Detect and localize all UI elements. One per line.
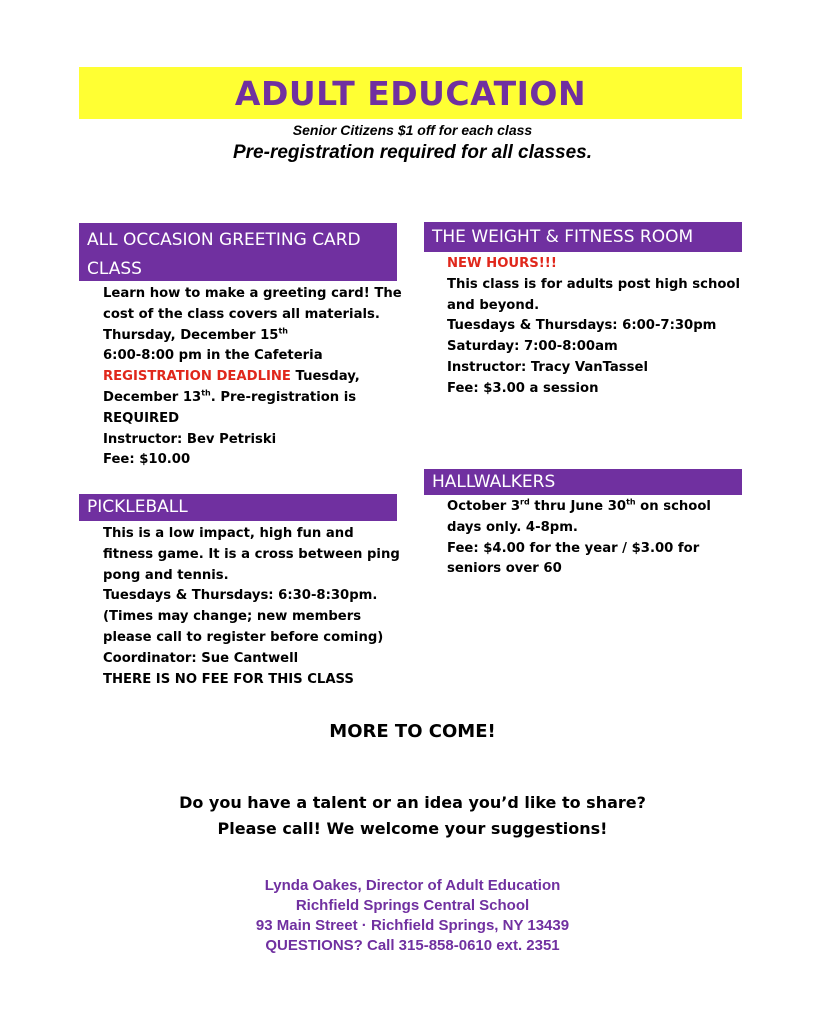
greeting-card-fee: Fee: $10.00: [103, 452, 191, 468]
ordinal-suffix: th: [626, 497, 636, 507]
ordinal-suffix: th: [278, 326, 288, 336]
pickleball-line: please call to register before coming): [103, 629, 384, 645]
greeting-card-line: Learn how to make a greeting card! The: [103, 286, 402, 301]
greeting-card-heading-line2: CLASS: [87, 259, 142, 279]
school-days-note: on school: [635, 499, 711, 514]
weight-room-body: [447, 254, 740, 400]
more-to-come: MORE TO COME!: [329, 721, 496, 742]
deadline-date-text: December 13: [103, 389, 202, 405]
pickleball-line: fitness game. It is a cross between ping: [103, 546, 400, 562]
pickleball-fee: THERE IS NO FEE FOR THIS CLASS: [103, 671, 354, 687]
deadline-note: . Pre-registration is: [210, 389, 357, 405]
greeting-card-line: cost of the class covers all materials.: [103, 306, 380, 322]
hallwalkers-heading: HALLWALKERS: [424, 469, 742, 495]
start-date: October 3: [447, 499, 521, 514]
hallwalkers-dates: [447, 497, 711, 518]
pickleball-schedule: Tuesdays & Thursdays: 6:30-8:30pm.: [103, 588, 378, 604]
pickleball-body: [103, 524, 400, 690]
school-name: Richfield Springs Central School: [295, 897, 530, 914]
weight-room-line: This class is for adults post high school: [447, 276, 740, 292]
weight-room-heading: THE WEIGHT & FITNESS ROOM: [424, 222, 742, 252]
new-hours-label: NEW HOURS!!!: [447, 256, 557, 271]
page-title: ADULT EDUCATION: [234, 73, 587, 113]
title-banner: [79, 67, 742, 119]
pickleball-coordinator: Coordinator: Sue Cantwell: [103, 650, 299, 666]
greeting-card-deadline: [103, 367, 402, 388]
hallwalkers-line: seniors over 60: [447, 561, 562, 577]
deadline-day: Tuesday,: [290, 369, 360, 385]
weight-room-line: and beyond.: [447, 297, 540, 313]
weight-room-schedule: Tuesdays & Thursdays: 6:00-7:30pm: [447, 318, 717, 334]
pickleball-heading: PICKLEBALL: [79, 494, 397, 521]
pickleball-line: This is a low impact, high fun and: [103, 526, 354, 541]
hallwalkers-fee: Fee: $4.00 for the year / $3.00 for: [447, 540, 700, 556]
greeting-card-line: REQUIRED: [103, 410, 180, 426]
weight-room-instructor: Instructor: Tracy VanTassel: [447, 359, 648, 375]
talent-invitation: [0, 790, 825, 842]
greeting-card-body: [103, 284, 402, 471]
greeting-card-instructor: Instructor: Bev Petriski: [103, 431, 277, 447]
hallwalkers-body: [447, 497, 711, 580]
greeting-card-deadline-date: [103, 388, 402, 409]
greeting-card-date-text: Thursday, December 15: [103, 327, 279, 343]
greeting-card-heading-line1: ALL OCCASION GREETING CARD: [87, 230, 361, 250]
greeting-card-date: [103, 326, 402, 347]
ordinal-suffix: rd: [520, 497, 530, 507]
talent-line: Please call! We welcome your suggestions!: [217, 819, 608, 838]
director-name: Lynda Oakes, Director of Adult Education: [264, 877, 561, 894]
greeting-card-heading: [79, 223, 397, 281]
weight-room-saturday: Saturday: 7:00-8:00am: [447, 339, 618, 355]
registration-deadline-label: REGISTRATION DEADLINE: [103, 369, 291, 385]
end-date: thru June 30: [529, 499, 627, 514]
weight-room-fee: Fee: $3.00 a session: [447, 380, 599, 396]
pickleball-line: pong and tennis.: [103, 567, 229, 583]
senior-discount-note: Senior Citizens $1 off for each class: [292, 122, 533, 138]
greeting-card-line: 6:00-8:00 pm in the Cafeteria: [103, 348, 323, 364]
ordinal-suffix: th: [201, 388, 211, 398]
contact-footer: [0, 876, 825, 956]
hallwalkers-line: days only. 4-8pm.: [447, 519, 578, 535]
talent-line: Do you have a talent or an idea you’d like to share?: [179, 793, 646, 812]
contact-phone: QUESTIONS? Call 315-858-0610 ext. 2351: [265, 937, 560, 954]
preregistration-note: Pre-registration required for all classes.: [232, 142, 593, 163]
pickleball-line: (Times may change; new members: [103, 609, 362, 625]
school-address: 93 Main Street · Richfield Springs, NY 13439: [255, 917, 570, 934]
